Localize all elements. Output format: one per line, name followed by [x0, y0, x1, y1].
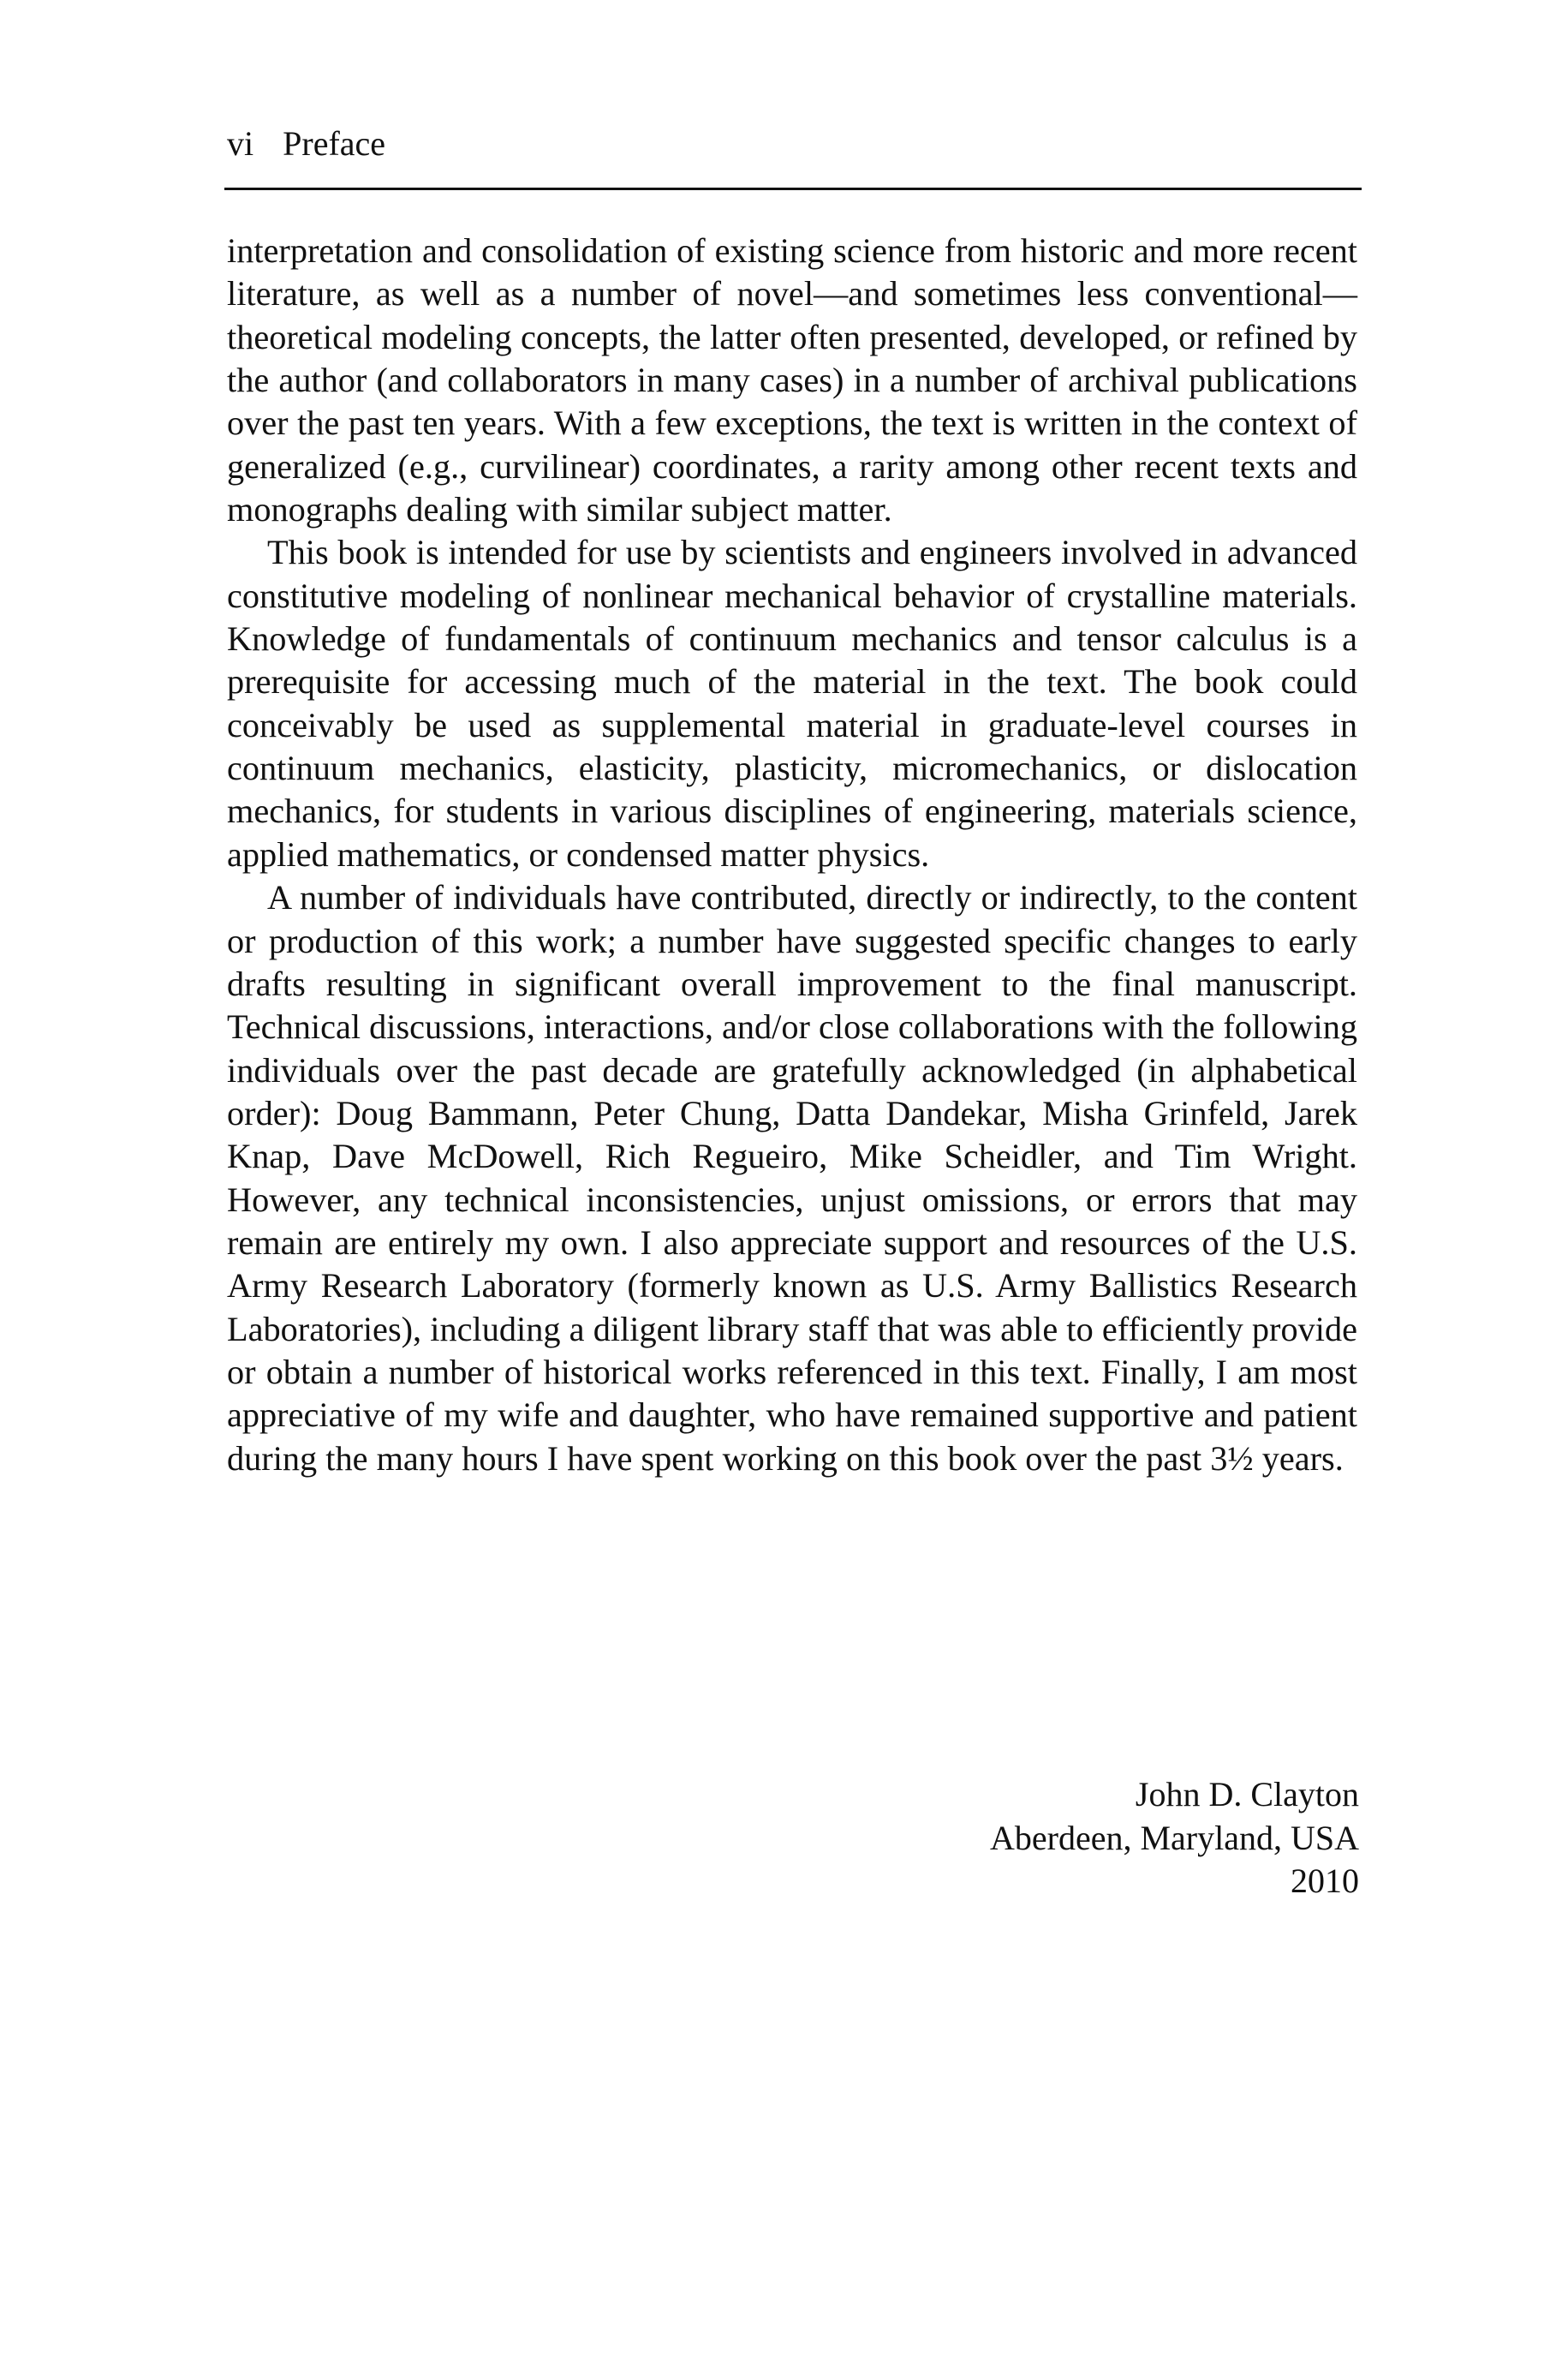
paragraph-continuation: interpretation and consolidation of existing science from historic and more recent literature, as well as a number of novel—and sometimes less conventional—theoretical modeling concepts, the latter often presented, developed, or refined by the author (and collaborators in many cases) in a number of archival publications over the past ten years. With a few exceptions, the text is written in the context of generalized (e.g., curvilinear) coordinates, a rarity among other recent texts and monographs dealing with similar subject matter. — [227, 231, 1357, 529]
section-title: Preface — [283, 124, 386, 163]
paragraph-acknowledgments: A number of individuals have contributed, directly or indirectly, to the content or production of this work; a number have suggested specific changes to early drafts resulting in significant overall improvement to the final manuscript. Technical discussions, interactions, and/or close collaborations with the following individuals over the past decade are gratefully acknowledged (in alphabetical order): Doug Bammann, Peter Chung, Datta Dandekar, Misha Grinfeld, Jarek Knap, Dave McDowell, Rich Regueiro, Mike Scheidler, and Tim Wright. However, any technical inconsistencies, unjust omissions, or errors that may remain are entirely my own. I also appreciate support and resources of the U.S. Army Research Laboratory (formerly known as U.S. Army Ballistics Research Laboratories), including a diligent library staff that was able to efficiently provide or obtain a number of historical works referenced in this text. Finally, I am most appreciative of my wife and daughter, who have remained supportive and patient during the many hours I have spent working on this book over the past 3½ years. — [227, 878, 1357, 1478]
paragraph-intended-audience: This book is intended for use by scientists and engineers involved in advanced constitutive modeling of nonlinear mechanical behavior of crystalline materials. Knowledge of fundamentals of continuum mechanics and tensor calculus is a prerequisite for accessing much of the material in the text. The book could conceivably be used as supplemental material in graduate-level courses in continuum mechanics, elasticity, plasticity, micromechanics, or dislocation mechanics, for students in various disciplines of engineering, materials science, applied mathematics, or condensed matter physics. — [227, 533, 1357, 874]
signature-block — [990, 1773, 1359, 1903]
author-name: John D. Clayton — [1135, 1775, 1359, 1813]
signature-year: 2010 — [1291, 1861, 1359, 1900]
page-number: vi — [227, 124, 254, 163]
preface-body — [227, 230, 1357, 1480]
header-rule — [224, 188, 1362, 190]
author-location: Aberdeen, Maryland, USA — [990, 1818, 1359, 1857]
running-head — [227, 124, 386, 163]
